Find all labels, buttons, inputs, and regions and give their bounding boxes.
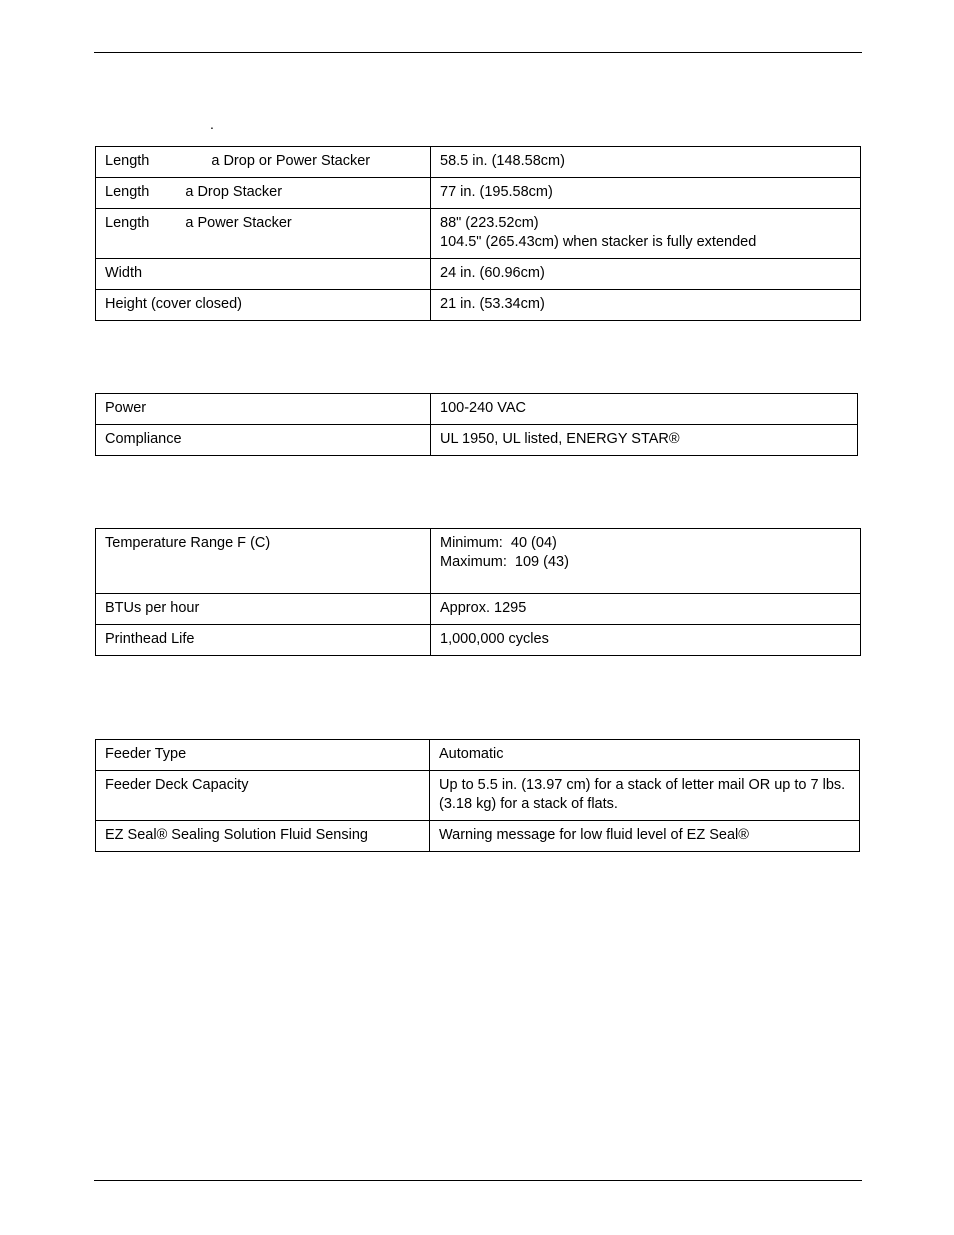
table-row <box>96 740 860 771</box>
row-value: Minimum: 40 (04) Maximum: 109 (43) <box>431 529 861 594</box>
row-label: Height (cover closed) <box>96 290 431 321</box>
table-row <box>96 425 858 456</box>
table-row <box>96 594 861 625</box>
row-value: 24 in. (60.96cm) <box>431 259 861 290</box>
row-label: Power <box>96 394 431 425</box>
row-value: 58.5 in. (148.58cm) <box>431 147 861 178</box>
row-label: Length a Drop or Power Stacker <box>96 147 431 178</box>
row-label: Width <box>96 259 431 290</box>
row-value: Automatic <box>430 740 860 771</box>
row-label: Compliance <box>96 425 431 456</box>
row-label: BTUs per hour <box>96 594 431 625</box>
stray-mark: . <box>210 116 214 132</box>
row-value: UL 1950, UL listed, ENERGY STAR® <box>431 425 858 456</box>
table-row <box>96 821 860 852</box>
dimensions-table <box>95 146 861 321</box>
table-row <box>96 529 861 594</box>
footer-rule <box>94 1180 862 1181</box>
row-value: 1,000,000 cycles <box>431 625 861 656</box>
row-label: Printhead Life <box>96 625 431 656</box>
row-label: EZ Seal® Sealing Solution Fluid Sensing <box>96 821 430 852</box>
table-row <box>96 394 858 425</box>
table-row <box>96 290 861 321</box>
table-row <box>96 147 861 178</box>
table-row <box>96 771 860 821</box>
table-row <box>96 625 861 656</box>
power-table <box>95 393 858 456</box>
row-value: 77 in. (195.58cm) <box>431 178 861 209</box>
table-row <box>96 209 861 259</box>
row-label: Feeder Deck Capacity <box>96 771 430 821</box>
row-value: 21 in. (53.34cm) <box>431 290 861 321</box>
header-rule <box>94 52 862 53</box>
row-label: Length a Power Stacker <box>96 209 431 259</box>
row-label: Temperature Range F (C) <box>96 529 431 594</box>
row-label: Feeder Type <box>96 740 430 771</box>
row-value: Warning message for low fluid level of EZ Seal® <box>430 821 860 852</box>
row-value: Approx. 1295 <box>431 594 861 625</box>
row-value: Up to 5.5 in. (13.97 cm) for a stack of letter mail OR up to 7 lbs. (3.18 kg) for a stack of flats. <box>430 771 860 821</box>
environment-table <box>95 528 861 656</box>
row-label: Length a Drop Stacker <box>96 178 431 209</box>
row-value: 100-240 VAC <box>431 394 858 425</box>
feeder-table <box>95 739 860 852</box>
table-row <box>96 178 861 209</box>
table-row <box>96 259 861 290</box>
row-value: 88" (223.52cm) 104.5" (265.43cm) when stacker is fully extended <box>431 209 861 259</box>
